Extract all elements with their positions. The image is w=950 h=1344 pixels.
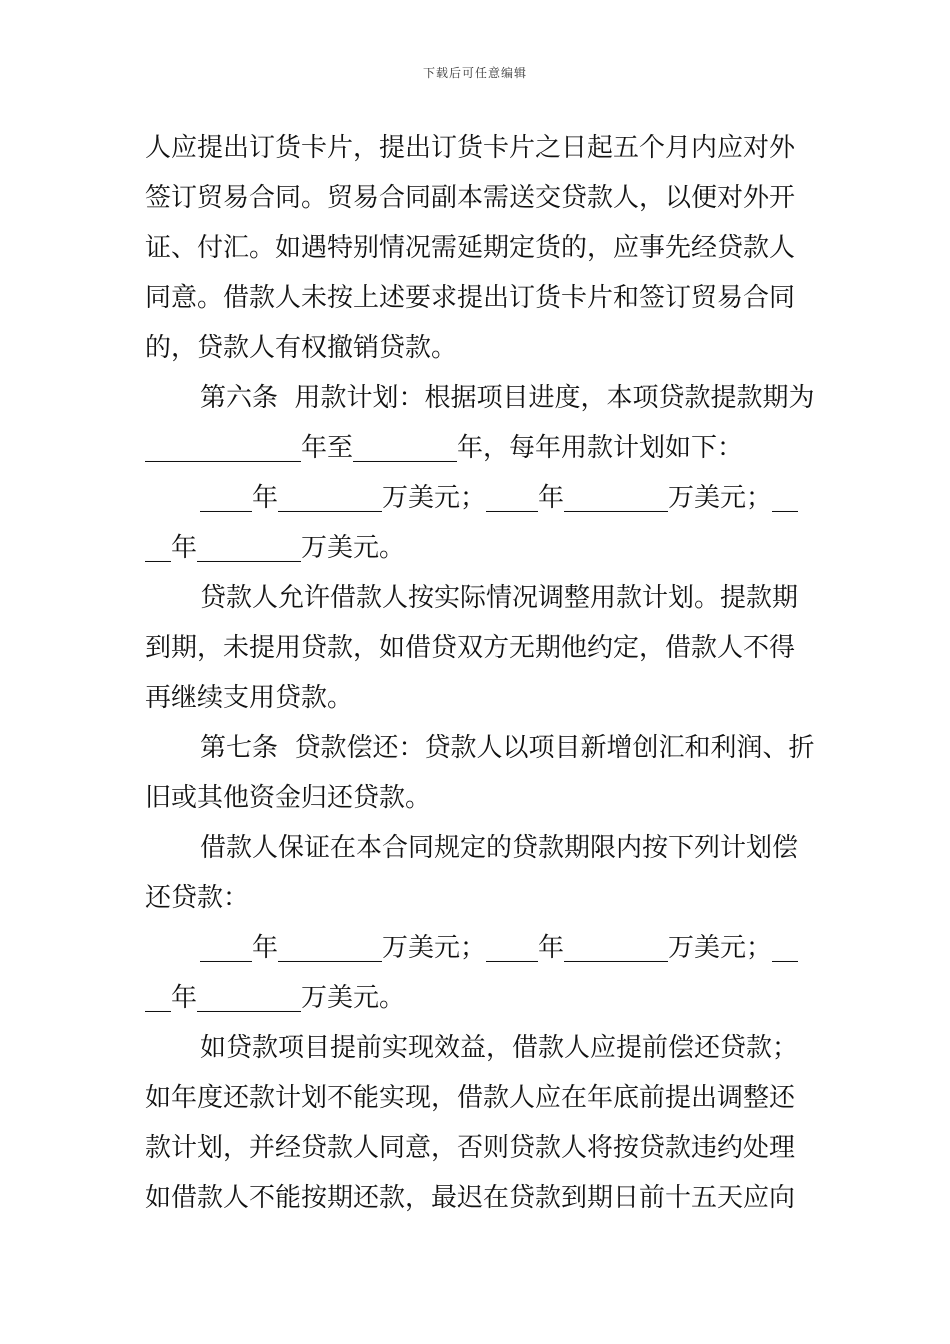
page-header: 下载后可任意编辑 xyxy=(422,66,527,80)
text-line-7: ____________年至________年，每年用款计划如下： xyxy=(145,433,744,463)
paragraph-adjust-plan: 贷款人允许借款人按实际情况调整用款计划。提款期 xyxy=(200,583,799,613)
fill-in-schedule-line-1: ____年________万美元；____年________万美元；__ xyxy=(200,483,799,513)
fill-in-repayment-line-1: ____年________万美元；____年________万美元；__ xyxy=(200,933,799,963)
text-line-5: 的，贷款人有权撤销贷款。 xyxy=(145,333,458,363)
text-line-14: 旧或其他资金归还贷款。 xyxy=(145,783,432,813)
fill-in-repayment-line-2: __年________万美元。 xyxy=(145,983,406,1013)
text-line-11: 到期，未提用贷款，如借贷双方无期他约定，借款人不得 xyxy=(145,633,796,663)
text-line-1: 人应提出订货卡片，提出订货卡片之日起五个月内应对外 xyxy=(145,133,796,163)
text-line-16: 还贷款： xyxy=(145,883,250,913)
text-line-22: 如借款人不能按期还款，最迟在贷款到期日前十五天应向 xyxy=(145,1183,796,1213)
article-7-heading: 第七条 贷款偿还：贷款人以项目新增创汇和利润、折 xyxy=(200,733,815,763)
text-line-20: 如年度还款计划不能实现，借款人应在年底前提出调整还 xyxy=(145,1083,796,1113)
fill-in-schedule-line-2: __年________万美元。 xyxy=(145,533,406,563)
paragraph-repayment-guarantee: 借款人保证在本合同规定的贷款期限内按下列计划偿 xyxy=(200,833,799,863)
text-line-21: 款计划，并经贷款人同意，否则贷款人将按贷款违约处理 xyxy=(145,1133,796,1163)
article-6-heading: 第六条 用款计划：根据项目进度，本项贷款提款期为 xyxy=(200,383,815,413)
text-line-12: 再继续支用贷款。 xyxy=(145,683,354,713)
text-line-3: 证、付汇。如遇特别情况需延期定货的，应事先经贷款人 xyxy=(145,233,796,263)
text-line-4: 同意。借款人未按上述要求提出订货卡片和签订贸易合同 xyxy=(145,283,796,313)
text-line-2: 签订贸易合同。贸易合同副本需送交贷款人，以便对外开 xyxy=(145,183,796,213)
paragraph-early-repayment: 如贷款项目提前实现效益，借款人应提前偿还贷款； xyxy=(200,1033,799,1063)
